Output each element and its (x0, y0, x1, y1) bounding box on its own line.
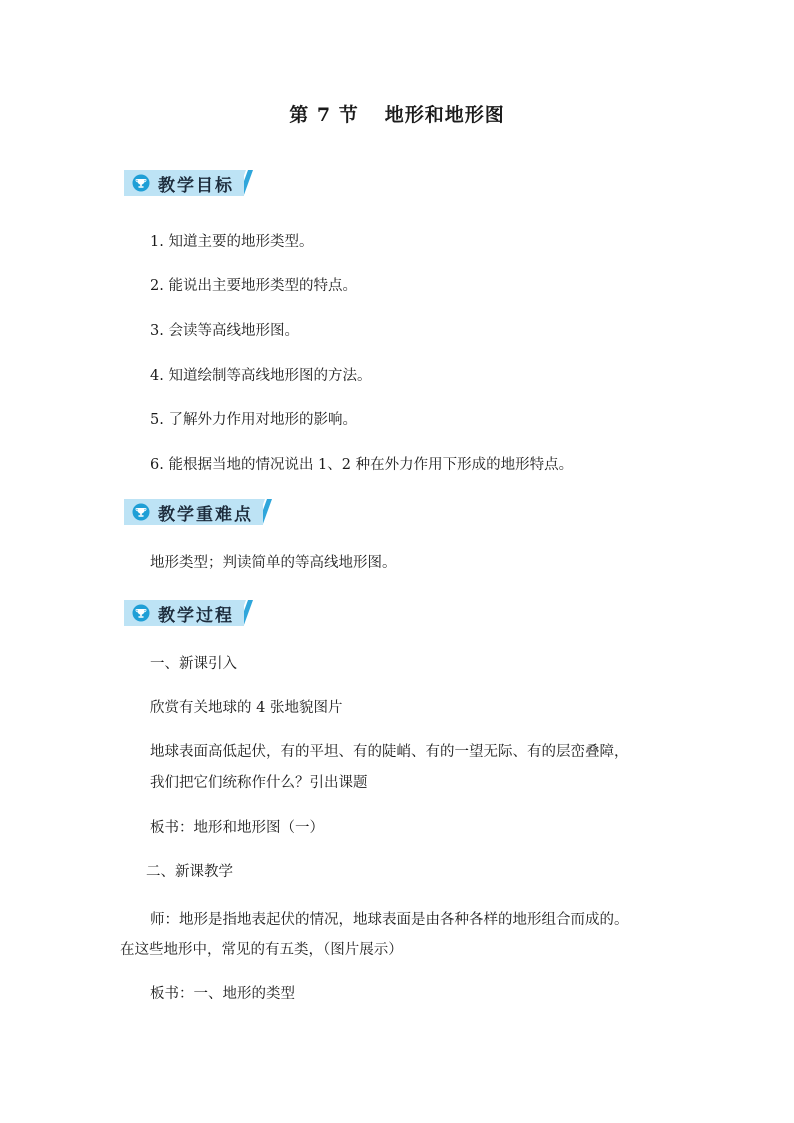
objective-item-4: 4. 知道绘制等高线地形图的方法。 (150, 368, 372, 384)
title-topic: 地形和地形图 (384, 104, 505, 126)
title-section-number: 第 7 节 (289, 104, 359, 126)
objective-item-2: 2. 能说出主要地形类型的特点。 (150, 278, 357, 294)
key-points-text: 地形类型；判读简单的等高线地形图。 (150, 555, 397, 571)
objective-item-1: 1. 知道主要的地形类型。 (150, 234, 314, 250)
process-intro-heading: 一、新课引入 (150, 656, 237, 672)
section-banner-key-points (124, 499, 277, 525)
section-banner-objectives (124, 170, 258, 196)
process-board-note-2: 板书：一、地形的类型 (150, 986, 295, 1002)
banner-accent-stripe (244, 170, 258, 196)
process-teacher-line-2: 在这些地形中，常见的有五类，（图片展示） (120, 942, 403, 958)
objective-item-5: 5. 了解外力作用对地形的影响。 (150, 412, 357, 428)
process-intro-paragraph-2-line-1: 地球表面高低起伏，有的平坦、有的陡峭、有的一望无际、有的层峦叠障， (150, 744, 629, 760)
banner-body (124, 170, 244, 196)
section-title-key-points: 教学重难点 (158, 504, 253, 525)
process-intro-paragraph-1: 欣赏有关地球的 4 张地貌图片 (150, 700, 343, 716)
section-title-objectives: 教学目标 (158, 175, 234, 196)
banner-body (124, 499, 263, 525)
trophy-icon (132, 503, 150, 521)
process-teaching-heading: 二、新课教学 (146, 864, 233, 880)
process-teacher-line-1: 师：地形是指地表起伏的情况，地球表面是由各种各样的地形组合而成的。 (150, 912, 629, 928)
banner-accent-stripe (244, 600, 258, 626)
page-title (0, 100, 794, 127)
objective-item-3: 3. 会读等高线地形图。 (150, 323, 299, 339)
banner-accent-stripe (263, 499, 277, 525)
process-intro-paragraph-2-line-2: 我们把它们统称作什么？引出课题 (150, 775, 368, 791)
section-title-process: 教学过程 (158, 605, 234, 626)
section-banner-process (124, 600, 258, 626)
objective-item-6: 6. 能根据当地的情况说出 1、2 种在外力作用下形成的地形特点。 (150, 457, 574, 473)
trophy-icon (132, 604, 150, 622)
trophy-icon (132, 174, 150, 192)
process-board-note-1: 板书：地形和地形图（一） (150, 820, 324, 836)
banner-body (124, 600, 244, 626)
